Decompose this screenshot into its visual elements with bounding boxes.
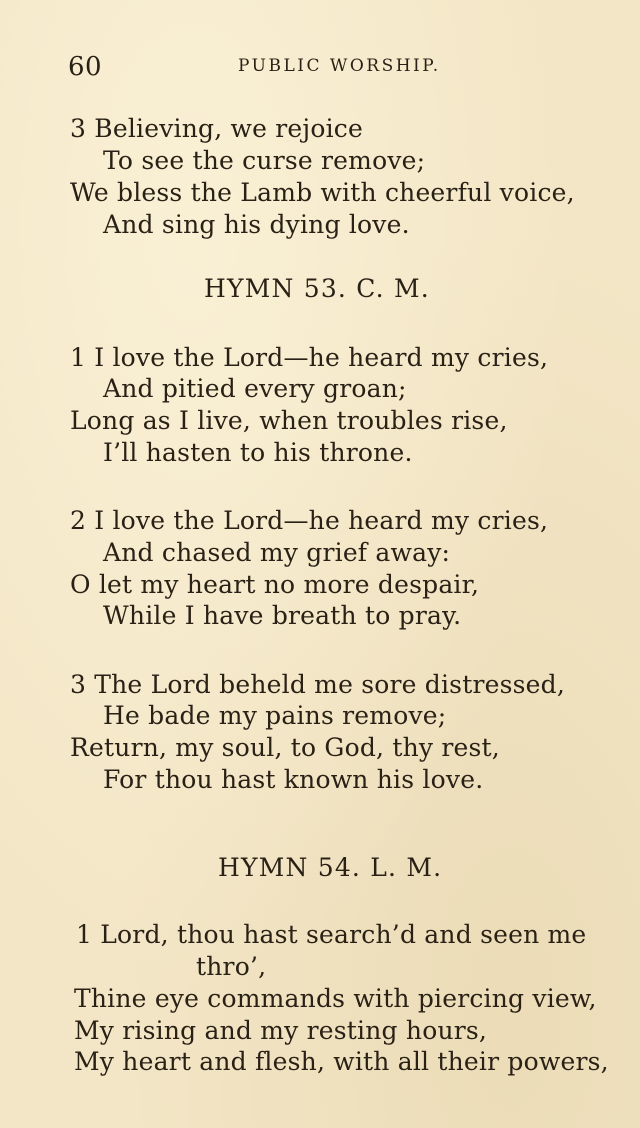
verse-line: Thine eye commands with piercing view, — [74, 984, 597, 1013]
verse-line: While I have breath to pray. — [103, 601, 462, 630]
verse-line: Return, my soul, to God, thy rest, — [70, 733, 500, 762]
verse-line: O let my heart no more despair, — [70, 570, 480, 599]
verse-line: 3 Believing, we rejoice — [70, 114, 364, 143]
verse-line: We bless the Lamb with cheerful voice, — [70, 178, 575, 207]
verse-line: And chased my grief away: — [103, 538, 451, 567]
page-number: 60 — [68, 52, 103, 82]
verse-line: For thou hast known his love. — [103, 765, 484, 794]
verse-line: 1 I love the Lord—he heard my cries, — [70, 343, 549, 372]
verse-line: To see the curse remove; — [103, 146, 426, 175]
verse-line: 2 I love the Lord—he heard my cries, — [70, 506, 549, 535]
verse-line: My heart and flesh, with all their powers, — [74, 1047, 609, 1076]
hymn-title: HYMN 54. L. M. — [218, 853, 443, 882]
verse-line: And pitied every groan; — [103, 374, 407, 403]
verse-line: And sing his dying love. — [103, 210, 410, 239]
verse-line: 3 The Lord beheld me sore distressed, — [70, 670, 566, 699]
verse-line: thro’, — [196, 952, 267, 981]
verse-line: He bade my pains remove; — [103, 701, 447, 730]
verse-line: Long as I live, when troubles rise, — [70, 406, 508, 435]
verse-line: I’ll hasten to his throne. — [103, 438, 413, 467]
running-title: PUBLIC WORSHIP. — [238, 56, 441, 76]
hymn-title: HYMN 53. C. M. — [204, 274, 430, 303]
verse-line: My rising and my resting hours, — [74, 1016, 488, 1045]
verse-line: 1 Lord, thou hast search’d and seen me — [76, 920, 587, 949]
